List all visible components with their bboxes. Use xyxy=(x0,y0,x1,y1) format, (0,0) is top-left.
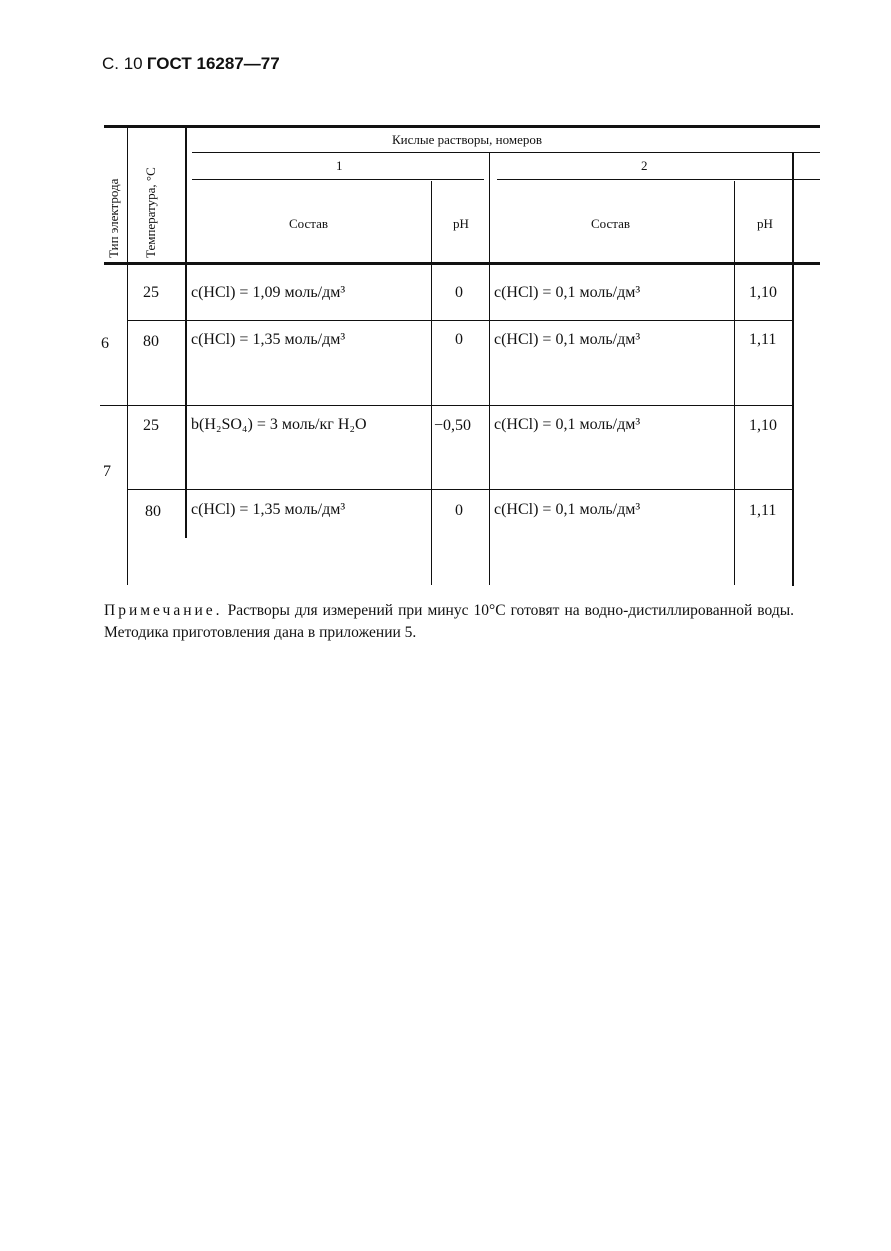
note-text: Растворы для измерений при минус 10°С готовят на водно-дистиллированной воды. Методика приготовления дана в приложении 5. xyxy=(104,602,794,641)
table-row-3-temp: 25 xyxy=(143,417,159,434)
table-row-4-ph2: 1,11 xyxy=(749,502,777,519)
col-header-temperature: Температура, °С xyxy=(143,167,158,258)
table-row-3-comp1: b(H₂SO₄) = 3 моль/кг H₂O xyxy=(191,416,367,433)
row-rule-1 xyxy=(128,320,792,321)
note-label: Примечание. xyxy=(104,602,223,619)
electrode-type-7: 7 xyxy=(103,463,111,480)
table-top-rule xyxy=(104,125,820,128)
group2-rule xyxy=(497,179,820,180)
table-row-2-comp1: c(HCl) = 1,35 моль/дм³ xyxy=(191,331,346,348)
table-row-2-ph2: 1,11 xyxy=(749,331,777,348)
group1-rule xyxy=(192,179,484,180)
table-row-2-ph1: 0 xyxy=(455,331,463,348)
table-row-3-comp2: c(HCl) = 0,1 моль/дм³ xyxy=(494,416,641,433)
table-row-4-temp: 80 xyxy=(145,503,161,520)
sub-header-ph-1: pH xyxy=(453,216,469,231)
sub-header-composition-1: Состав xyxy=(289,216,329,231)
table-row-1-ph2: 1,10 xyxy=(749,284,777,301)
page-number: С. 10 xyxy=(102,54,143,73)
col-line-3 xyxy=(431,181,432,585)
group-rule xyxy=(192,152,820,153)
col-line-6 xyxy=(792,152,794,586)
col-line-1 xyxy=(127,128,128,585)
table-row-2-comp2: c(HCl) = 0,1 моль/дм³ xyxy=(494,331,641,348)
col-header-electrode-type: Тип электрода xyxy=(106,178,121,258)
group-number-2: 2 xyxy=(641,158,648,173)
table-row-1-comp1: c(HCl) = 1,09 моль/дм³ xyxy=(191,284,346,301)
table-row-4-ph1: 0 xyxy=(455,502,463,519)
group-number-1: 1 xyxy=(336,158,343,173)
table-row-3-ph2: 1,10 xyxy=(749,417,777,434)
table-row-1-comp2: c(HCl) = 0,1 моль/дм³ xyxy=(494,284,641,301)
table-row-1-temp: 25 xyxy=(143,284,159,301)
electrode-type-6: 6 xyxy=(101,335,109,352)
table-row-1-ph1: 0 xyxy=(455,284,463,301)
sub-header-ph-2: pH xyxy=(757,216,773,231)
group-title: Кислые растворы, номеров xyxy=(392,132,542,147)
sub-header-composition-2: Состав xyxy=(591,216,631,231)
row-rule-3 xyxy=(128,489,792,490)
table-row-4-comp1: c(HCl) = 1,35 моль/дм³ xyxy=(191,501,346,518)
col-line-5 xyxy=(734,181,735,585)
table-row-2-temp: 80 xyxy=(143,333,159,350)
col-line-2 xyxy=(185,128,187,538)
page-header xyxy=(102,54,280,74)
standard-code: ГОСТ 16287—77 xyxy=(146,54,280,73)
table-row-3-ph1: −0,50 xyxy=(434,417,472,434)
table-row-4-comp2: c(HCl) = 0,1 моль/дм³ xyxy=(494,501,641,518)
table-note xyxy=(104,600,794,644)
col-line-4 xyxy=(489,152,490,585)
row-rule-2 xyxy=(100,405,792,406)
header-bottom-rule xyxy=(104,262,820,265)
